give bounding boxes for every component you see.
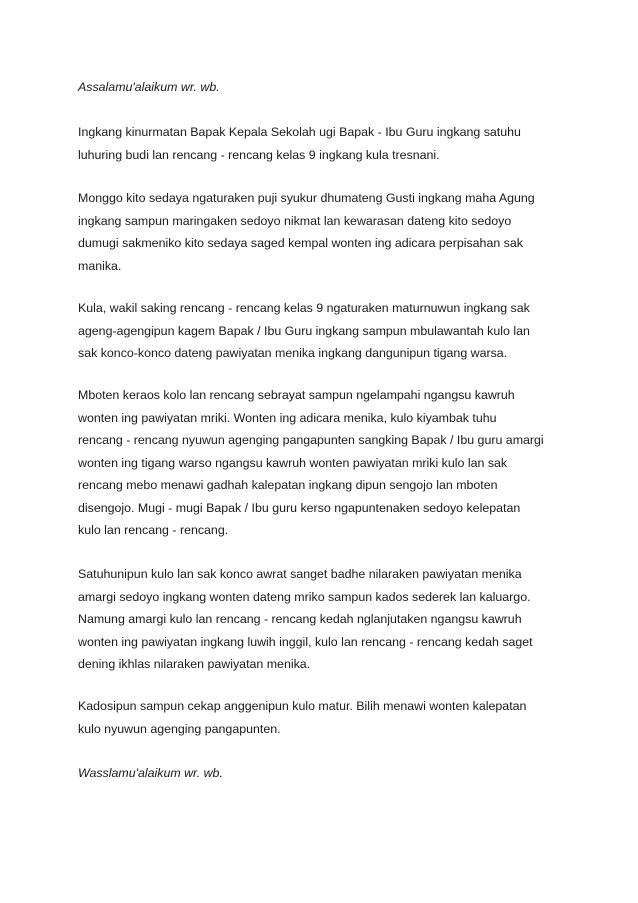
paragraph-line: wonten ing pawiyatan mriki. Wonten ing adicara menika, kulo kiyambak tuhu xyxy=(78,410,497,425)
paragraph-line: wonten ing pawiyatan ingkang luwih inggil, kulo lan rencang - rencang kedah saget xyxy=(78,634,533,649)
paragraph-line: rencang - rencang nyuwun agenging pangapunten sangking Bapak / Ibu guru amargi xyxy=(78,433,544,447)
paragraph-line: Kadosipun sampun cekap anggenipun kulo matur. Bilih menawi wonten kalepatan xyxy=(78,699,527,713)
paragraph-3 xyxy=(78,297,578,365)
paragraph-line: Namung amargi kulo lan rencang - rencang kedah nglanjutaken ngangsu kawruh xyxy=(78,612,522,626)
paragraph-line: dumugi sakmeniko kito sedaya saged kempal wonten ing adicara perpisahan sak xyxy=(78,236,523,250)
paragraph-6 xyxy=(78,695,578,740)
paragraph-line: kulo nyuwun agenging pangapunten. xyxy=(78,721,281,736)
paragraph-line: sak konco-konco dateng pawiyatan menika ingkang dangunipun tigang warsa. xyxy=(78,346,508,360)
paragraph-line: dening ikhlas nilaraken pawiyatan menika. xyxy=(78,657,311,671)
paragraph-line: Satuhunipun kulo lan sak konco awrat sanget badhe nilaraken pawiyatan menika xyxy=(78,567,522,581)
paragraph-1 xyxy=(78,121,578,166)
paragraph-line: Monggo kito sedaya ngaturaken puji syukur dhumateng Gusti ingkang maha Agung xyxy=(78,191,535,205)
paragraph-line: rencang mebo menawi gadhah kalepatan ingkang dipun sengojo lan mboten xyxy=(78,478,498,492)
paragraph-2 xyxy=(78,187,578,277)
closing xyxy=(78,762,578,785)
paragraph-5 xyxy=(78,563,578,676)
paragraph-line: disengojo. Mugi - mugi Bapak / Ibu guru kerso ngapuntenaken sedoyo kelepatan xyxy=(78,500,521,515)
closing-line: Wasslamu'alaikum wr. wb. xyxy=(78,766,223,780)
paragraph-line: ingkang sampun maringaken sedoyo nikmat lan kewarasan dateng kito sedoyo xyxy=(78,213,512,228)
paragraph-line: wonten ing tigang warso ngangsu kawruh wonten pawiyatan mriki kulo lan sak xyxy=(78,455,508,470)
greeting-line: Assalamu'alaikum wr. wb. xyxy=(78,80,220,94)
paragraph-line: kulo lan rencang - rencang. xyxy=(78,523,229,537)
paragraph-line: amargi sedoyo ingkang wonten dateng mriko sampun kados sederek lan kaluargo. xyxy=(78,589,531,604)
paragraph-line: Mboten keraos kolo lan rencang sebrayat sampun ngelampahi ngangsu kawruh xyxy=(78,388,515,402)
paragraph-line: ageng-agengipun kagem Bapak / Ibu Guru ingkang sampun mbulawantah kulo lan xyxy=(78,323,530,338)
paragraph-line: luhuring budi lan rencang - rencang kelas 9 ingkang kula tresnani. xyxy=(78,147,440,162)
paragraph-4 xyxy=(78,384,578,542)
paragraph-line: Ingkang kinurmatan Bapak Kepala Sekolah ugi Bapak - Ibu Guru ingkang satuhu xyxy=(78,125,521,139)
paragraph-line: manika. xyxy=(78,258,122,273)
paragraph-line: Kula, wakil saking rencang - rencang kelas 9 ngaturaken maturnuwun ingkang sak xyxy=(78,301,530,315)
greeting xyxy=(78,76,578,99)
